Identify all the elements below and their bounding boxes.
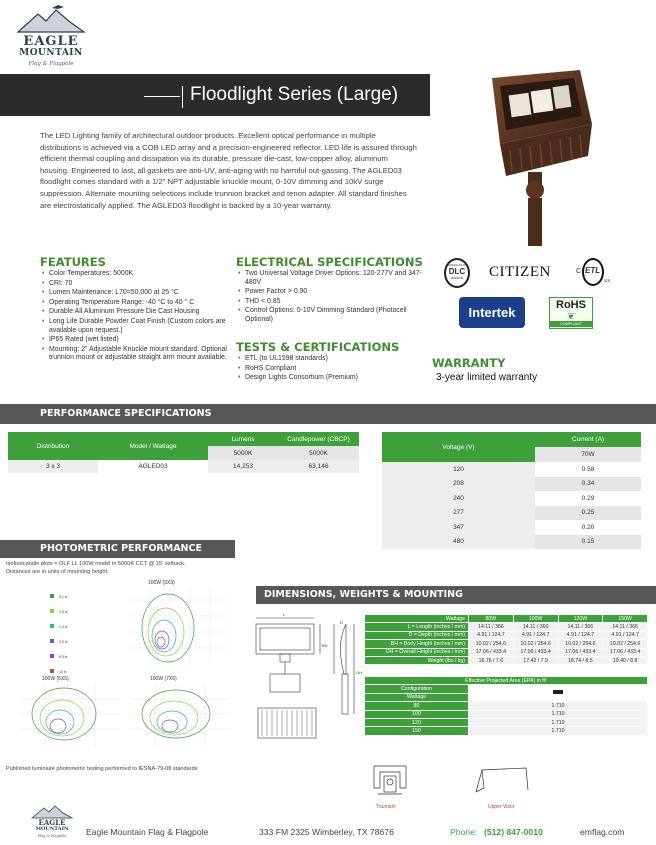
table-row: [365, 631, 648, 639]
table-cell: 208: [382, 477, 535, 492]
upper-visor-label: Upper Visor: [488, 804, 515, 810]
performance-table: [8, 432, 359, 473]
dim-label-l: L: [283, 612, 286, 617]
title-divider: [182, 86, 183, 108]
dimensions-table: [364, 614, 648, 665]
dlc-logo: [444, 258, 470, 288]
list-item: • THD < 0.85: [238, 298, 424, 307]
footer-brand-tagline: Flag & Flagpole: [37, 834, 67, 838]
table-cell: 120: [382, 462, 535, 477]
list-item: • Lumen Maintenance: L70=50,000 at 25 °C: [42, 289, 228, 298]
brand-name-line2: MOUNTAIN: [19, 48, 83, 58]
table-cell: 80: [365, 702, 469, 710]
table-cell: 4.91 / 124.7: [603, 631, 648, 639]
table-row: [365, 702, 648, 710]
rohs-logo-text: RoHS: [556, 299, 586, 311]
legend-swatch: [50, 609, 54, 613]
isofootcandle-plot-5x5: [20, 684, 120, 746]
legend-label: 1.0 fc: [59, 625, 68, 629]
page-title: Floodlight Series (Large): [190, 84, 399, 105]
legend-swatch: [50, 594, 54, 598]
rohs-leaf-icon: ❦: [567, 311, 575, 321]
list-item: • Color Temperatures: 5000K: [42, 270, 228, 279]
table-cell: 277: [382, 506, 535, 521]
table-row: [382, 462, 641, 477]
table-row: [365, 710, 648, 718]
dim-label-oh: OH: [356, 670, 362, 675]
legend-swatch: [50, 624, 54, 628]
table-subheader: 70W: [535, 447, 641, 462]
citizen-logo: CITIZEN: [489, 264, 551, 280]
footer-brand-line2: MOUNTAIN: [35, 826, 69, 832]
rohs-logo: [549, 297, 593, 329]
photometric-heading: PHOTOMETRIC PERFORMANCE: [40, 543, 202, 554]
table-header: Wattage: [365, 693, 469, 701]
table-header: Configuration: [365, 685, 469, 693]
table-header: Distribution: [8, 432, 98, 460]
title-rule: [144, 96, 180, 97]
table-header: 150W: [603, 615, 648, 623]
table-row: [365, 718, 648, 726]
intro-paragraph: The LED Lighting family of architectural outdoor products. Excellent optical performance in multiple distributions is achieved via a COB LED array and a precision-engineered reflector. LED life is assured through efficient thermal coupling and dissipation via its durable, pressure die-cast, low-copper alloy, aluminum housing. Engineered to last, all gaskets are anti-UV, anti-aging with no harmful out-gassing. The AGLED03 floodlight comes standard with a 1/2" NPT adjustable knuckle mount, 0-10V dimming and 10kV surge suppression. Alternate mounting selections include trunnion bracket and tenon adapter. All standard finishes are electrostatically applied. The AGLED03 floodlight is backed by a 10-year warranty.: [40, 131, 417, 210]
footer-brand-line1: EAGLE: [38, 818, 66, 827]
list-item: • Control Options: 0-10V Dimming Standard (Photocell Optional): [238, 307, 424, 324]
table-header: Lumens: [208, 432, 278, 446]
footer-logo: [30, 803, 74, 843]
table-cell: 1.710: [469, 702, 648, 710]
etl-logo-us: US: [604, 278, 611, 283]
electrical-heading: ELECTRICAL SPECIFICATIONS: [236, 255, 423, 269]
legend-label: 0.1 fc: [59, 595, 68, 599]
etl-logo-c: C: [576, 268, 582, 275]
dlc-logo-text: DLC: [448, 267, 466, 276]
brand-name-line1: EAGLE: [23, 34, 79, 49]
list-item: • Long Life Durable Powder Coat Finish (Custom colors are available upon request.): [42, 318, 228, 335]
table-row-label: L = Length (inches / mm): [365, 623, 469, 631]
table-row-label: BH = Body Height (inches / mm): [365, 640, 469, 648]
table-cell: 4.91 / 124.7: [513, 631, 558, 639]
footer-phone-label: Phone:: [450, 827, 478, 837]
brand-logo: [14, 4, 88, 70]
list-item: • Design Lights Consortium (Premium): [238, 374, 424, 383]
table-cell: 1.710: [469, 710, 648, 718]
table-cell: 17.06 / 433.4: [558, 648, 603, 656]
dim-label-bh: BH: [322, 643, 328, 648]
table-cell: 150: [365, 727, 469, 735]
table-row: [382, 535, 641, 550]
table-row-label: D = Depth (inches / mm): [365, 631, 469, 639]
table-cell: 10.02 / 254.6: [603, 640, 648, 648]
table-cell: 17.42 / 7.9: [513, 656, 558, 664]
legend-swatch: [50, 669, 54, 673]
table-cell: 10.02 / 254.6: [558, 640, 603, 648]
table-subheader: 5000K: [278, 446, 359, 460]
table-cell: 63,146: [278, 460, 359, 473]
performance-heading: PERFORMANCE SPECIFICATIONS: [40, 408, 212, 419]
table-row: [382, 477, 641, 492]
dim-label-d: D: [340, 620, 343, 625]
table-cell: 0.29: [535, 491, 641, 506]
table-cell: 100: [365, 710, 469, 718]
intertek-logo-text: Intertek: [468, 305, 516, 320]
table-row: [365, 623, 648, 631]
table-row: [8, 460, 359, 473]
table-cell: 14.11 / 366: [603, 623, 648, 631]
isofootcandle-plot-7x6: [130, 684, 230, 746]
trunnion-drawing: [368, 758, 412, 802]
list-item: • CRI: 70: [42, 280, 228, 289]
upper-visor-drawing: [472, 764, 532, 798]
list-item: • ETL (to UL1598 standards): [238, 355, 424, 364]
table-cell: 1.710: [469, 727, 648, 735]
table-cell: 14.11 / 366: [558, 623, 603, 631]
legend-item: [50, 594, 90, 609]
electrical-list: [238, 270, 424, 326]
table-cell: 19.40 / 8.8: [603, 656, 648, 664]
table-subheader: 5000K: [208, 446, 278, 460]
table-cell: 347: [382, 520, 535, 535]
legend-label: 3.0 fc: [59, 640, 68, 644]
table-row: [365, 648, 648, 656]
table-cell: 3 x 3: [8, 460, 98, 473]
tests-heading: TESTS & CERTIFICATIONS: [236, 340, 400, 354]
table-header: 120W: [558, 615, 603, 623]
table-cell: 0.25: [535, 506, 641, 521]
table-cell: 10.02 / 254.6: [469, 640, 514, 648]
legend-swatch: [50, 654, 54, 658]
table-cell: 480: [382, 535, 535, 550]
legend-label: 0.5 fc: [59, 610, 68, 614]
legend-item: [50, 624, 90, 639]
epa-table: [364, 676, 648, 736]
etl-logo: [576, 258, 610, 288]
tests-list: [238, 355, 424, 384]
table-cell: 10.02 / 254.6: [513, 640, 558, 648]
mountain-logo-icon: [14, 4, 88, 34]
warranty-text: 3-year limited warranty: [436, 372, 538, 383]
table-cell: 17.06 / 433.4: [513, 648, 558, 656]
photometric-note-1: Isofootcandle plots = OLF LL 100W model in 5000K CCT @ 15' setback.: [6, 561, 186, 567]
list-item: • RoHS Compliant: [238, 365, 424, 374]
footer-website-link[interactable]: emflag.com: [580, 827, 625, 837]
table-header: 100W: [513, 615, 558, 623]
photometric-legend: [50, 594, 90, 684]
rohs-logo-sub: COMPLIANT: [550, 321, 592, 327]
table-cell: 18.74 / 8.5: [558, 656, 603, 664]
table-row: [365, 656, 648, 664]
table-row: [382, 491, 641, 506]
warranty-heading: WARRANTY: [432, 356, 506, 370]
list-item: • Durable All Aluminum Pressure Die Cast Housing: [42, 308, 228, 317]
footer-address: 333 FM 2325 Wimberley, TX 78676: [259, 827, 394, 837]
legend-label: 5.0 fc: [59, 655, 68, 659]
table-header: Model / Wattage: [98, 432, 208, 460]
table-header: Effective Projected Area (EPA) in ft²: [365, 677, 648, 685]
table-cell: 1.710: [469, 718, 648, 726]
list-item: • IP65 Rated (wet listed): [42, 336, 228, 345]
isofootcandle-plot-3x3: [130, 588, 226, 664]
table-cell: 0.15: [535, 535, 641, 550]
plot-label-5x5: 100W (5X5): [42, 676, 69, 682]
photometric-footnote: Published luminaire photometric testing performed to IESNA-79-08 standards: [6, 766, 198, 772]
table-row: [365, 640, 648, 648]
table-cell: 120: [365, 718, 469, 726]
legend-item: [50, 609, 90, 624]
legend-item: [50, 654, 90, 669]
table-cell: 17.06 / 433.4: [603, 648, 648, 656]
table-cell: 17.06 / 433.4: [469, 648, 514, 656]
table-header: 80W: [469, 615, 514, 623]
table-cell: 14,253: [208, 460, 278, 473]
mountain-logo-icon: [30, 803, 74, 819]
plot-label-3x3: 100W (3X3): [148, 580, 175, 586]
table-cell: 4.91 / 124.7: [558, 631, 603, 639]
footer-phone[interactable]: (512) 847-0010: [484, 827, 543, 837]
table-header: Candlepower (CBCP): [278, 432, 359, 446]
dlc-logo-bottom: PREMIUM: [450, 277, 464, 280]
dimension-drawing: [250, 614, 362, 744]
table-cell: 0.34: [535, 477, 641, 492]
table-row-label: OH = Overall Height (inches / mm): [365, 648, 469, 656]
list-item: • Power Factor > 0.90: [238, 288, 424, 297]
trunnion-label: Trunnion: [376, 804, 396, 810]
list-item: • Mounting: 2" Adjustable Knuckle mount standard. Optional trunnion mount or adjustable straight arm mount available.: [42, 346, 228, 363]
table-cell: 14.11 / 366: [513, 623, 558, 631]
table-header: Wattage: [365, 615, 469, 623]
photometric-note-2: Distances are in units of mounting height.: [6, 569, 109, 575]
legend-item: [50, 639, 90, 654]
legend-label: 10 fc: [59, 670, 67, 674]
dlc-logo-top: DESIGNLIGHTS: [447, 264, 467, 267]
table-cell: 16.76 / 7.6: [469, 656, 514, 664]
intertek-logo: [459, 297, 525, 328]
table-header: Current (A): [535, 432, 641, 447]
etl-logo-text: ETL: [585, 266, 601, 275]
brand-tagline: Flag & Flagpole: [28, 61, 74, 67]
features-heading: FEATURES: [40, 255, 106, 269]
plot-label-7x6: 100W (7X6): [150, 676, 177, 682]
features-list: [42, 270, 228, 364]
table-row-label: Weight (lbs / kg): [365, 656, 469, 664]
floodlight-product-image: [470, 64, 600, 250]
list-item: • Operating Temperature Range: -40 °C to 40 ° C: [42, 299, 228, 308]
table-cell: 4.91 / 124.7: [469, 631, 514, 639]
table-cell: 240: [382, 491, 535, 506]
table-cell: AGLED03: [98, 460, 208, 473]
voltage-table: [382, 432, 641, 549]
table-cell: 0.20: [535, 520, 641, 535]
table-cell: 0.58: [535, 462, 641, 477]
legend-swatch: [50, 639, 54, 643]
table-row: [382, 520, 641, 535]
table-header: Voltage (V): [382, 432, 535, 462]
dimensions-heading: DIMENSIONS, WEIGHTS & MOUNTING: [264, 589, 463, 600]
footer-company: Eagle Mountain Flag & Flagpole: [86, 827, 209, 837]
table-row: [382, 506, 641, 521]
list-item: • Two Universal Voltage Driver Options: 120-277V and 347-480V: [238, 270, 424, 287]
table-row: [365, 727, 648, 735]
epa-config-icon: [469, 685, 648, 702]
table-cell: 14.11 / 366: [469, 623, 514, 631]
